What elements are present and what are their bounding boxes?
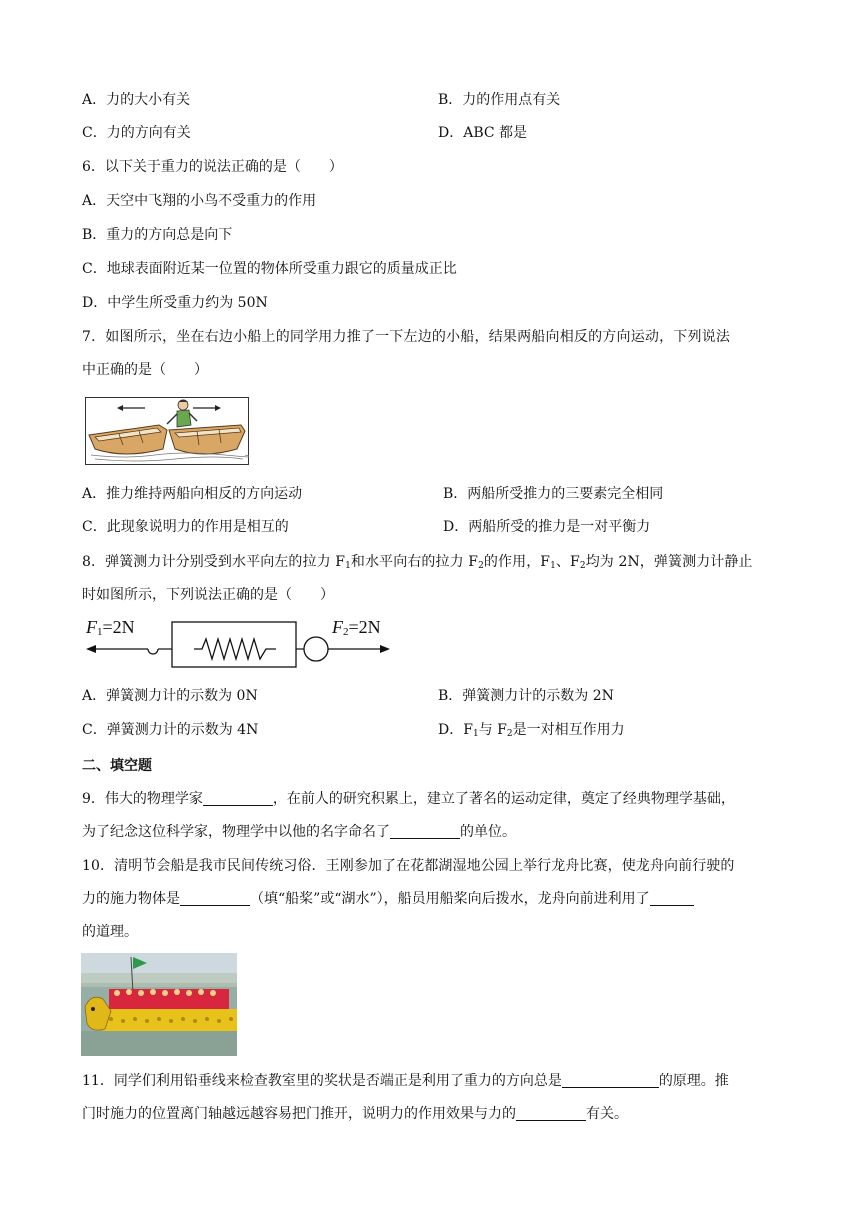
q6-stem: 6．以下关于重力的说法正确的是（ ） (82, 159, 343, 175)
q8-stem-line2: 时如图所示，下列说法正确的是（ ） (82, 587, 334, 603)
q5-option-b: B．力的作用点有关 (438, 92, 561, 108)
q6-option-b: B．重力的方向总是向下 (82, 227, 233, 243)
q6-option-c: C．地球表面附近某一位置的物体所受重力跟它的质量成正比 (82, 261, 457, 277)
q7-stem-line2: 中正确的是（ ） (82, 362, 208, 378)
q8-stem-line1: 8．弹簧测力计分别受到水平向左的拉力 $F_1$和水平向右的拉力 $F_2$的作用，$F_1$、$F_2$均为 2N，弹簧测力计静止 (82, 554, 753, 571)
dragon-boat-drawing (81, 953, 237, 1056)
q8-option-b: B．弹簧测力计的示数为 2N (438, 688, 614, 704)
q10-line1: 10．清明节会船是我市民间传统习俗．王刚参加了在花都湖湿地公园上举行龙舟比赛，使龙舟向前行驶的 (82, 858, 735, 874)
q7-option-a: A．推力维持两船向相反的方向运动 (82, 486, 303, 502)
dragon-boat-photo (81, 953, 237, 1056)
f2-label: $F_2=2N$ (332, 617, 381, 638)
q11-blank-2[interactable] (516, 1106, 586, 1121)
q8-option-c: C．弹簧测力计的示数为 4N (82, 722, 259, 738)
q7-stem-line1: 7．如图所示，坐在右边小船上的同学用力推了一下左边的小船，结果两船向相反的方向运动，下列说法 (82, 329, 731, 345)
q5-option-d: D．ABC 都是 (438, 125, 528, 141)
q11-line2: 门时施力的位置离门轴越远越容易把门推开，说明力的作用效果与力的 有关。 (82, 1106, 628, 1122)
f1-label: $F_1=2N$ (86, 617, 135, 638)
q5-option-c: C．力的方向有关 (82, 125, 191, 141)
q9-blank-2[interactable] (390, 824, 460, 839)
spring-scale-drawing (84, 617, 394, 671)
section-heading: 二、填空题 (82, 758, 152, 774)
q10-line3: 的道理。 (82, 924, 138, 940)
q7-option-b: B．两船所受推力的三要素完全相同 (443, 486, 664, 502)
q9-blank-1[interactable] (203, 791, 273, 806)
q10-blank-1[interactable] (180, 891, 250, 906)
spring-scale-figure (84, 617, 394, 671)
q10-blank-2[interactable] (650, 891, 694, 906)
q10-line2: 力的施力物体是 （填“船桨”或“湖水”），船员用船桨向后拨水，龙舟向前进利用了 (82, 889, 694, 909)
q6-option-a: A．天空中飞翔的小鸟不受重力的作用 (82, 193, 317, 209)
q6-option-d: D．中学生所受重力约为 50N (82, 295, 268, 311)
q9-line1: 9．伟大的物理学家 ，在前人的研究积累上，建立了著名的运动定律，奠定了经典物理学基础， (82, 791, 735, 807)
q11-blank-1[interactable] (562, 1073, 659, 1088)
q8-option-a: A．弹簧测力计的示数为 0N (82, 688, 258, 704)
q7-option-c: C．此现象说明力的作用是相互的 (82, 519, 289, 535)
q7-option-d: D．两船所受的推力是一对平衡力 (443, 519, 651, 535)
q9-line2: 为了纪念这位科学家，物理学中以他的名字命名了 的单位。 (82, 824, 516, 840)
q5-option-a: A．力的大小有关 (82, 92, 191, 108)
q11-line1: 11．同学们利用铅垂线来检查教室里的奖状是否端正是利用了重力的方向总是 的原理。推 (82, 1073, 729, 1089)
boats-figure (85, 397, 249, 465)
q8-option-d: D．$F_1$与 $F_2$是一对相互作用力 (438, 722, 625, 739)
